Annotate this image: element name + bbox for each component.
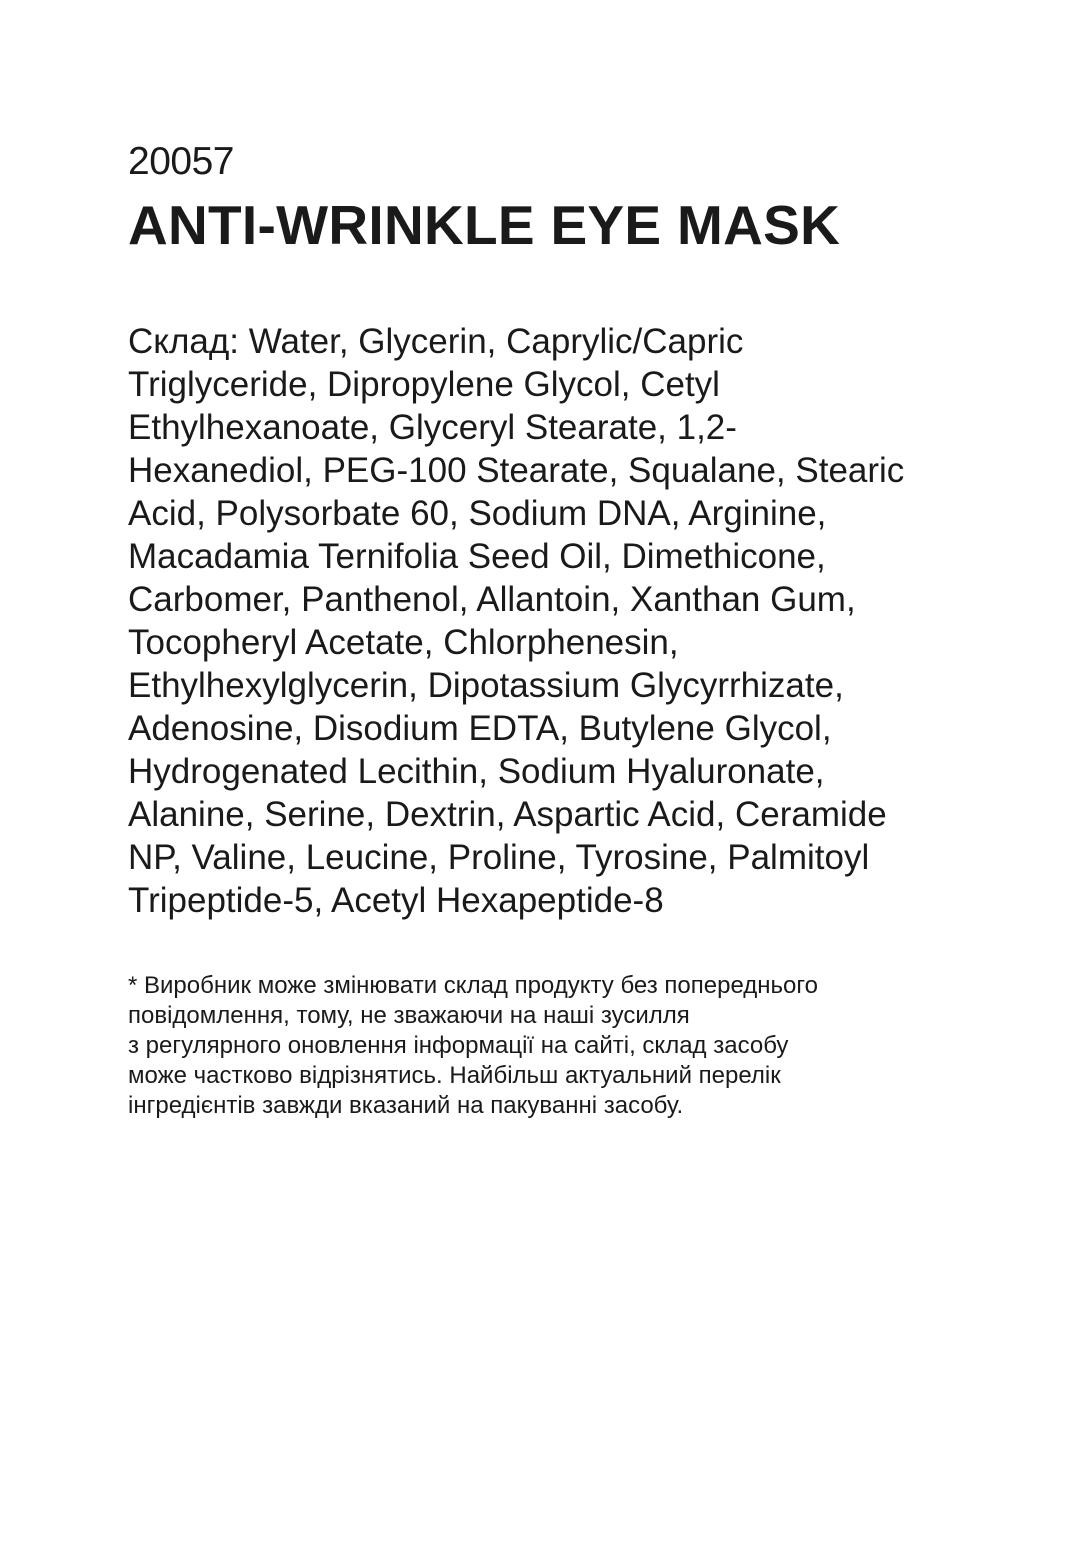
- disclaimer-line: може частково відрізнятись. Найбільш актуальний перелік: [128, 1062, 781, 1089]
- ingredients-line: Tocopheryl Acetate, Chlorphenesin,: [128, 623, 679, 662]
- ingredients-line: Macadamia Ternifolia Seed Oil, Dimethicone,: [128, 537, 826, 576]
- product-title: ANTI-WRINKLE EYE MASK: [128, 194, 841, 256]
- ingredients-line: Hydrogenated Lecithin, Sodium Hyaluronate,: [128, 752, 825, 791]
- ingredients-line: NP, Valine, Leucine, Proline, Tyrosine, Palmitoyl: [128, 838, 870, 877]
- ingredients-line: Склад: Water, Glycerin, Caprylic/Capric: [128, 322, 744, 361]
- disclaimer-line: * Виробник може змінювати склад продукту без попереднього: [128, 972, 818, 999]
- product-code: 20057: [128, 140, 234, 183]
- disclaimer-line: з регулярного оновлення інформації на сайті, склад засобу: [128, 1032, 789, 1059]
- ingredients-line: Ethylhexanoate, Glyceryl Stearate, 1,2-: [128, 408, 737, 447]
- ingredients-line: Acid, Polysorbate 60, Sodium DNA, Arginine,: [128, 494, 827, 533]
- ingredients-line: Carbomer, Panthenol, Allantoin, Xanthan Gum,: [128, 580, 856, 619]
- disclaimer-line: повідомлення, тому, не зважаючи на наші зусилля: [128, 1002, 690, 1029]
- ingredients-line: Adenosine, Disodium EDTA, Butylene Glycol,: [128, 709, 832, 748]
- ingredients-line: Triglyceride, Dipropylene Glycol, Cetyl: [128, 365, 720, 404]
- ingredients-list: [128, 320, 968, 922]
- product-sheet: [128, 0, 968, 1562]
- ingredients-line: Alanine, Serine, Dextrin, Aspartic Acid, Ceramide: [128, 795, 887, 834]
- disclaimer-line: інгредієнтів завжди вказаний на пакуванні засобу.: [128, 1092, 684, 1119]
- ingredients-line: Hexanediol, PEG-100 Stearate, Squalane, Stearic: [128, 451, 905, 490]
- ingredients-line: Tripeptide-5, Acetyl Hexapeptide-8: [128, 881, 664, 920]
- disclaimer-note: [128, 971, 968, 1121]
- ingredients-line: Ethylhexylglycerin, Dipotassium Glycyrrhizate,: [128, 666, 844, 705]
